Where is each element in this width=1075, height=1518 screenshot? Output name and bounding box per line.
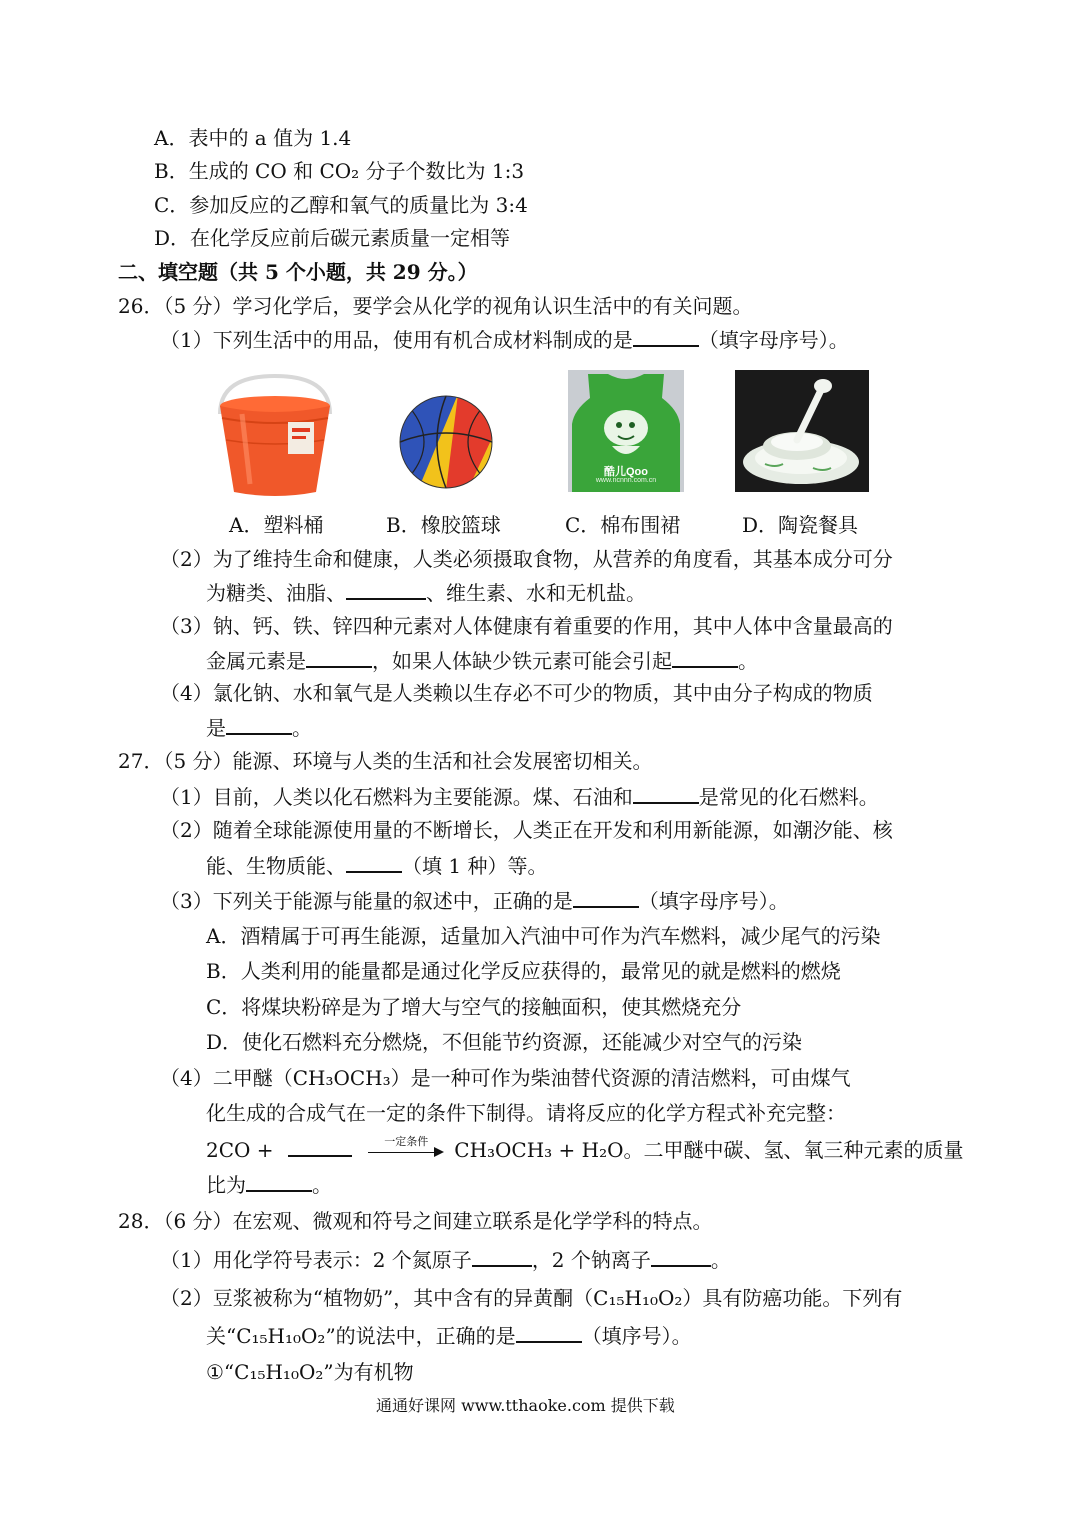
- q25-option-d: D．在化学反应前后碳元素质量一定相等: [154, 226, 511, 250]
- section-title: 二、填空题（共 5 个小题，共 29 分。）: [118, 260, 478, 284]
- q27-part4-line2: 化生成的合成气在一定的条件下制得。请将反应的化学方程式补充完整：: [206, 1101, 846, 1125]
- q26-part3-line1: （3）钠、钙、铁、锌四种元素对人体健康有着重要的作用，其中人体中含量最高的: [160, 614, 893, 638]
- answer-blank[interactable]: [246, 1170, 312, 1192]
- answer-blank[interactable]: [288, 1135, 352, 1157]
- q26-stem: 26．（5 分）学习化学后，要学会从化学的视角认识生活中的有关问题。: [118, 294, 753, 318]
- answer-blank[interactable]: [226, 713, 292, 735]
- answer-blank[interactable]: [346, 578, 426, 600]
- answer-blank[interactable]: [651, 1245, 711, 1267]
- q27-option-d: D．使化石燃料充分燃烧，不但能节约资源，还能减少对空气的污染: [206, 1030, 803, 1054]
- q26-part1: （1）下列生活中的用品，使用有机合成材料制成的是 （填字母序号）。: [160, 325, 849, 354]
- answer-blank[interactable]: [472, 1245, 532, 1267]
- reaction-arrow: 一定条件: [368, 1142, 444, 1162]
- q28-part1: （1）用化学符号表示：2 个氮原子 ，2 个钠离子 。: [160, 1245, 731, 1274]
- q27-part4-line4: 比为 。: [206, 1170, 332, 1199]
- q27-equation-line: 2CO + 一定条件 CH₃OCH₃ + H₂O。二甲醚中碳、氢、氧三种元素的质量: [206, 1134, 964, 1162]
- ceramic-tableware-image: [735, 370, 869, 492]
- q27-part1: （1）目前，人类以化石燃料为主要能源。煤、石油和 是常见的化石燃料。: [160, 782, 879, 811]
- apron-url-text: www.ncnnn.com.cn: [595, 477, 657, 484]
- caption-d: D．陶瓷餐具: [742, 513, 859, 537]
- q26-part3-line2: 金属元素是 ，如果人体缺少铁元素可能会引起 。: [206, 646, 758, 675]
- caption-c: C．棉布围裙: [565, 513, 681, 537]
- q27-part4-line1: （4）二甲醚（CH₃OCH₃）是一种可作为柴油替代资源的清洁燃料，可由煤气: [160, 1066, 851, 1090]
- q26-part4-line1: （4）氯化钠、水和氧气是人类赖以生存必不可少的物质，其中由分子构成的物质: [160, 681, 873, 705]
- q27-option-c: C．将煤块粉碎是为了增大与空气的接触面积，使其燃烧充分: [206, 995, 742, 1019]
- q28-part2-line2: 关“C₁₅H₁₀O₂”的说法中，正确的是 （填序号）。: [206, 1321, 692, 1350]
- answer-blank[interactable]: [516, 1321, 582, 1343]
- q28-stem: 28．（6 分）在宏观、微观和符号之间建立联系是化学学科的特点。: [118, 1209, 713, 1233]
- page-footer: 通通好课网 www.tthaoke.com 提供下载: [376, 1396, 675, 1415]
- rubber-basketball-image: [398, 394, 494, 490]
- q28-option-1: ①“C₁₅H₁₀O₂”为有机物: [206, 1360, 414, 1384]
- answer-blank[interactable]: [306, 646, 372, 668]
- q28-part2-line1: （2）豆浆被称为“植物奶”，其中含有的异黄酮（C₁₅H₁₀O₂）具有防癌功能。下列有: [160, 1286, 903, 1310]
- q27-option-b: B．人类利用的能量都是通过化学反应获得的，最常见的就是燃料的燃烧: [206, 959, 841, 983]
- answer-blank[interactable]: [633, 782, 699, 804]
- q27-stem: 27．（5 分）能源、环境与人类的生活和社会发展密切相关。: [118, 749, 653, 773]
- apron-brand-text: 酷儿Qoo: [604, 466, 648, 478]
- plastic-bucket-image: [212, 374, 338, 498]
- q25-option-a: A．表中的 a 值为 1.4: [154, 126, 352, 150]
- q27-part2-line2: 能、生物质能、 （填 1 种）等。: [206, 851, 547, 880]
- q25-option-c: C．参加反应的乙醇和氧气的质量比为 3:4: [154, 193, 528, 217]
- q26-part2-line1: （2）为了维持生命和健康，人类必须摄取食物，从营养的角度看，其基本成分可分: [160, 547, 893, 571]
- answer-blank[interactable]: [346, 851, 402, 873]
- q27-part2-line1: （2）随着全球能源使用量的不断增长，人类正在开发和利用新能源，如潮汐能、核: [160, 818, 893, 842]
- answer-blank[interactable]: [573, 886, 639, 908]
- cotton-apron-image: [568, 370, 684, 492]
- answer-blank[interactable]: [672, 646, 738, 668]
- answer-blank[interactable]: [633, 325, 699, 347]
- q27-option-a: A．酒精属于可再生能源，适量加入汽油中可作为汽车燃料，减少尾气的污染: [206, 924, 881, 948]
- caption-a: A．塑料桶: [229, 513, 324, 537]
- q27-part3: （3）下列关于能源与能量的叙述中，正确的是 （填字母序号）。: [160, 886, 789, 915]
- q26-part2-line2: 为糖类、油脂、 、维生素、水和无机盐。: [206, 578, 646, 607]
- caption-b: B．橡胶篮球: [386, 513, 501, 537]
- q25-option-b: B．生成的 CO 和 CO₂ 分子个数比为 1:3: [154, 159, 525, 183]
- q26-part4-line2: 是 。: [206, 713, 312, 742]
